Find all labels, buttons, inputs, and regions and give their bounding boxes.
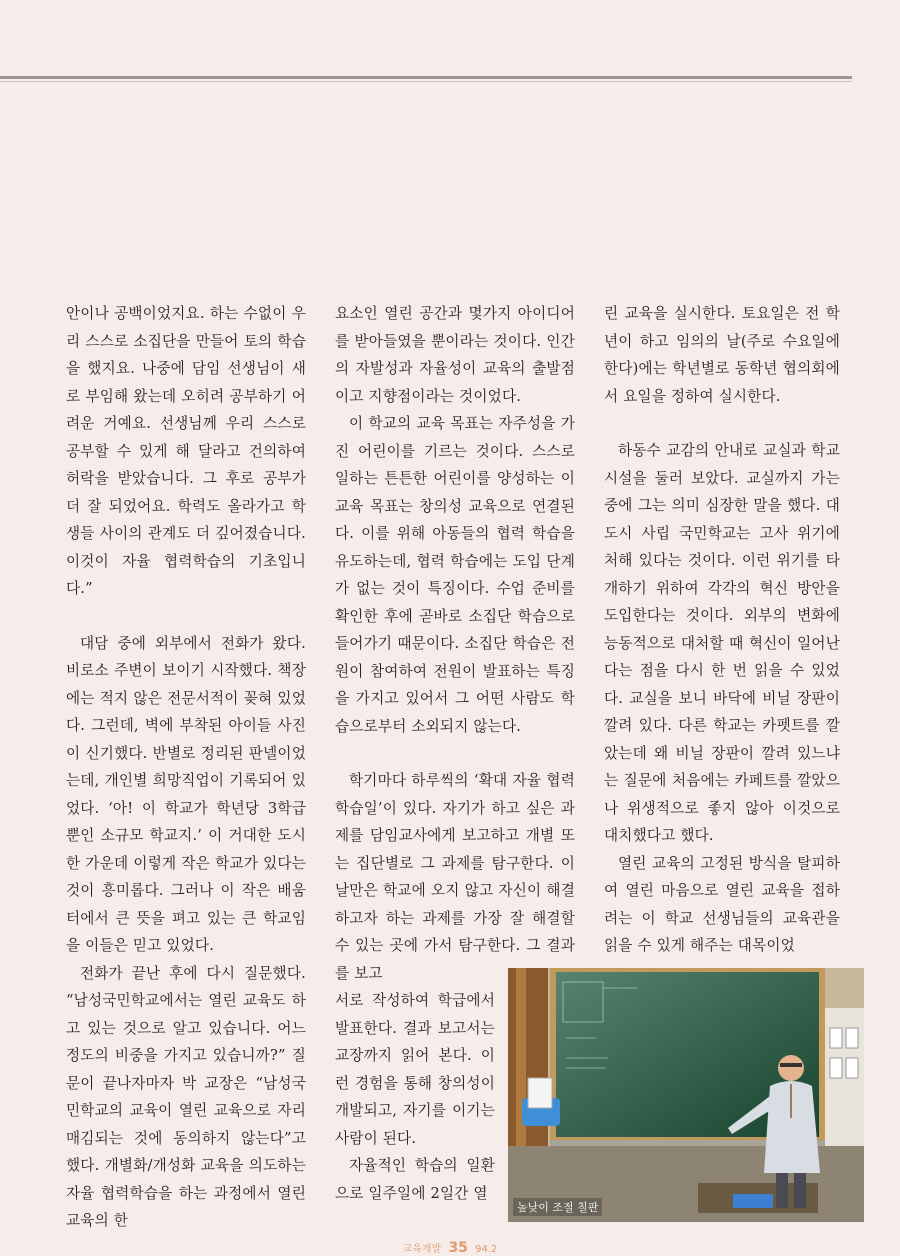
photo-caption: 높낮이 조절 칠판 bbox=[513, 1198, 602, 1216]
classroom-illustration bbox=[508, 968, 864, 1222]
paragraph: 안이나 공백이었지요. 하는 수없이 우리 스스로 소집단을 만들어 토의 학습을 했지요. 나중에 담임 선생님이 새로 부임해 왔는데 오히려 공부하기 어려운 거예요. 선생님께 우리 스스로 공부할 수 있게 해 달라고 건의하여 허락을 받았습니다. 그 후로 공부가 더 잘 되었어요. 학력도 올라가고 학생들 사이의 관계도 더 깊어졌습니다. 이것이 자율 협력학습의 기초입니다.” bbox=[66, 305, 306, 597]
page-footer bbox=[0, 1240, 900, 1256]
paragraph: 요소인 열린 공간과 몇가지 아이디어를 받아들였을 뿐이라는 것이다. 인간의 자발성과 자율성이 교육의 출발점이고 지향점이라는 것이었다. bbox=[335, 305, 575, 405]
paragraph: 학기마다 하루씩의 ‘확대 자율 협력 학습일’이 있다. 자기가 하고 싶은 과제를 담임교사에게 보고하고 개별 또는 집단별로 그 과제를 탐구한다. 이 날만은 학교에 오지 않고 자신이 해결하고자 하는 과제를 가장 잘 해결할 수 있는 곳에 가서 탐구한다. 그 결과를 보고 bbox=[335, 772, 575, 982]
header-rule bbox=[0, 76, 852, 79]
footer-issue: 94.2 bbox=[475, 1244, 498, 1255]
classroom-photo bbox=[508, 968, 864, 1222]
paragraph: 이 학교의 교육 목표는 자주성을 가진 어린이를 기르는 것이다. 스스로 일하는 튼튼한 어린이를 양성하는 이 교육 목표는 창의성 교육으로 연결된다. 이를 위해 아동들의 협력 학습을 유도하는데, 협력 학습에는 도입 단계가 없는 것이 특징이다. 수업 준비를 확인한 후에 곧바로 소집단 학습으로 들어가기 때문이다. 소집단 학습은 전원이 참여하여 전원이 발표하는 특징을 가지고 있어서 그 어떤 사람도 학습으로부터 소외되지 않는다. bbox=[335, 415, 575, 735]
paragraph: 전화가 끝난 후에 다시 질문했다. “남성국민학교에서는 열린 교육도 하고 있는 것으로 알고 있습니다. 어느 정도의 비중을 가지고 있습니까?” 질문이 끝나자마자 박 교장은 “남성국민학교의 교육이 열린 교육으로 자리매김되는 것에 동의하지 않는다”고 했다. 개별화/개성화 교육을 의도하는 자율 협력학습을 하는 과정에서 열린 교육의 한 bbox=[66, 964, 306, 1229]
paragraph: 자율적인 학습의 일환으로 일주일에 2일간 열 bbox=[335, 1157, 495, 1202]
paragraph: 서로 작성하여 학급에서 발표한다. 결과 보고서는 교장까지 읽어 본다. 이런 경험을 통해 창의성이 개발되고, 자기를 이기는 사람이 된다. bbox=[335, 992, 495, 1147]
header-rule-thin bbox=[0, 81, 852, 82]
text-column-1 bbox=[66, 300, 306, 1235]
paragraph: 린 교육을 실시한다. 토요일은 전 학년이 하고 임의의 날(주로 수요일에 한다)에는 학년별로 동학년 협의회에서 요일을 정하여 실시한다. bbox=[604, 305, 840, 405]
text-column-3 bbox=[604, 300, 840, 960]
page-number: 35 bbox=[448, 1240, 468, 1256]
footer-publication: 교육개발 bbox=[402, 1244, 442, 1255]
paragraph: 하동수 교감의 안내로 교실과 학교 시설을 둘러 보았다. 교실까지 가는 중에 그는 의미 심장한 말을 했다. 대도시 사립 국민학교는 고사 위기에 처해 있다는 것이다. 이런 위기를 타개하기 위하여 각각의 혁신 방안을 도입한다는 것이다. 외부의 변화에 능동적으로 대처할 때 혁신이 일어난다는 점을 다시 한 번 읽을 수 있었다. 교실을 보니 바닥에 비닐 장판이 깔려 있다. 다른 학교는 카펫트를 깔았는데 왜 비닐 장판이 깔려 있느냐는 질문에 처음에는 카페트를 깔았으나 위생적으로 좋지 않아 이것으로 대치했다고 했다. bbox=[604, 442, 840, 844]
paragraph: 열린 교육의 고정된 방식을 탈피하여 열린 마음으로 열린 교육을 접하려는 이 학교 선생님들의 교육관을 읽을 수 있게 해주는 대목이었 bbox=[604, 854, 840, 954]
paragraph: 대담 중에 외부에서 전화가 왔다. 비로소 주변이 보이기 시작했다. 책장에는 적지 않은 전문서적이 꽂혀 있었다. 그런데, 벽에 부착된 아이들 사진이 신기했다. 반별로 정리된 판넬이었는데, 개인별 희망직업이 기록되어 있었다. ‘아! 이 학교가 학년당 3학급 뿐인 소규모 학교지.’ 이 거대한 도시 한 가운데 이렇게 작은 학교가 있다는 것이 흥미롭다. 그러나 이 작은 배움터에서 큰 뜻을 펴고 있는 큰 학교임을 이들은 믿고 있었다. bbox=[66, 634, 306, 954]
